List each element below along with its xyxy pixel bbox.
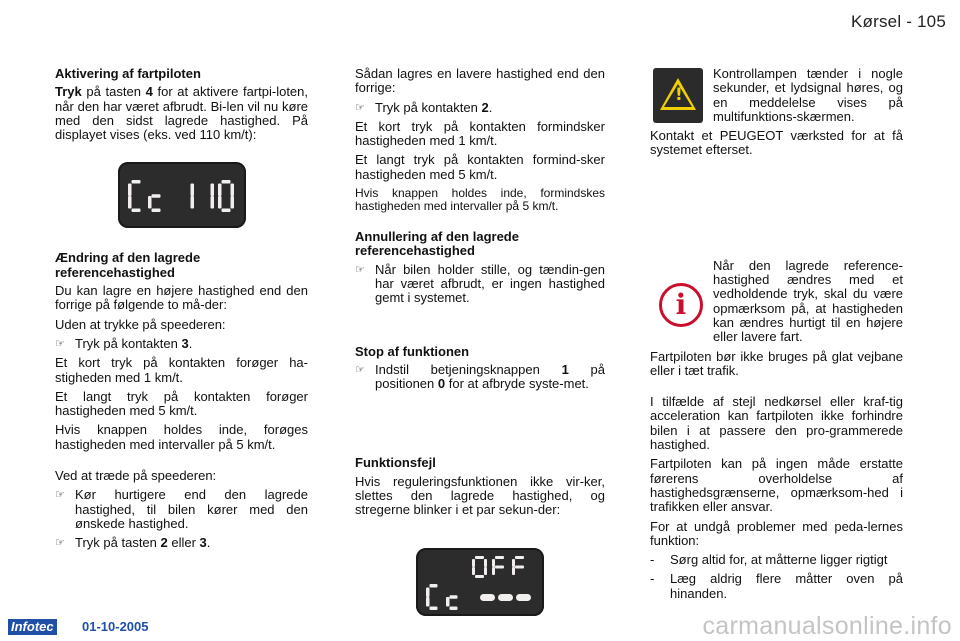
lcd-segment — [475, 575, 484, 578]
lcd-segment — [218, 196, 222, 209]
list-item: ☞ Tryk på kontakten 2. — [355, 99, 493, 115]
lcd-segment — [211, 184, 215, 197]
lcd-dash — [516, 594, 531, 601]
list-item: ☞ Tryk på kontakten 3. — [55, 335, 193, 351]
paragraph: Hvis knappen holdes inde, formindskes hastigheden med intervaller på 5 km/t. — [355, 186, 605, 214]
warning-lamp: ! — [653, 68, 703, 123]
paragraph: Tryk på tasten 4 for at aktivere fartpi-loten, når den har været afbrudt. Bi-len vil nu køre med den sidst lagrede hastighed. På displayet vises (eks. ved 110 km/t): — [55, 84, 308, 143]
lcd-segment — [492, 567, 495, 575]
lcd-dash — [498, 594, 513, 601]
footer-date: 01-10-2005 — [82, 619, 149, 634]
lcd-segment — [495, 566, 504, 569]
lcd-dash — [480, 594, 495, 601]
column-right — [650, 67, 903, 606]
lcd-segment — [231, 196, 235, 209]
lcd-segment — [492, 559, 495, 567]
paragraph: For at undgå problemer med peda-lernes funktion: — [650, 518, 903, 548]
heading-malfunction: Funktionsfejl — [355, 455, 436, 471]
lcd-segment — [515, 556, 524, 559]
lcd-segments — [118, 162, 246, 228]
lcd-segment — [484, 559, 487, 567]
pointing-hand-icon: ☞ — [55, 337, 65, 350]
lcd-display-off — [416, 548, 544, 616]
lcd-segment — [426, 588, 430, 598]
info-icon: i — [659, 283, 703, 327]
lcd-segment — [426, 597, 430, 607]
lcd-segment — [484, 567, 487, 575]
paragraph: Et kort tryk på kontakten forøger ha-stigheden med 1 km/t. — [55, 355, 308, 385]
paragraph-info: Når den lagrede reference-hastighed ændres med et vedholdende tryk, skal du være opmærksom på, at hastigheden kan ændres hurtigt til en højere eller lavere fart. — [713, 257, 903, 345]
pointing-hand-icon: ☞ — [355, 263, 365, 276]
lcd-segment — [512, 559, 515, 567]
page-header: Kørsel - 105 — [851, 12, 946, 31]
paragraph: Ved at træde på speederen: — [55, 468, 217, 484]
heading-activation: Aktivering af fartpiloten — [55, 66, 201, 81]
paragraph: Hvis knappen holdes inde, forøges hastigheden med intervaller på 5 km/t. — [55, 422, 308, 452]
list-item: ☞ Tryk på tasten 2 eller 3. — [55, 535, 211, 551]
list-item: - Læg aldrig flere måtter oven på hinanden. — [650, 571, 903, 601]
lcd-segment — [218, 184, 222, 197]
paragraph: Et kort tryk på kontakten formindsker hastigheden med 1 km/t. — [355, 118, 605, 149]
pointing-hand-icon: ☞ — [55, 537, 65, 550]
column-middle — [355, 67, 605, 523]
heading-change-speed: Ændring af den lagrede referencehastighed — [55, 250, 201, 280]
lcd-segment — [446, 597, 450, 607]
lcd-segment — [430, 607, 438, 611]
lcd-segment — [472, 559, 475, 567]
heading-stop: Stop af funktionen — [355, 343, 470, 359]
lcd-segments — [416, 548, 544, 616]
lcd-segment — [450, 595, 458, 599]
lcd-segment — [128, 196, 132, 209]
list-item: ☞ Kør hurtigere end den lagrede hastighed, til bilen kører med den ønskede hastighed. — [55, 487, 308, 531]
list-item: ☞ Indstil betjeningsknappen 1 på positionen 0 for at afbryde syste-met. — [355, 361, 605, 392]
column-left — [55, 67, 308, 556]
lcd-segment — [191, 184, 195, 197]
paragraph: Et langt tryk på kontakten forøger hastigheden med 5 km/t. — [55, 388, 308, 419]
paragraph: Fartpiloten bør ikke bruges på glat vejbane eller i tæt trafik. — [650, 348, 903, 378]
lcd-segment — [191, 196, 195, 209]
lcd-segment — [222, 209, 231, 213]
lcd-segment — [152, 194, 161, 198]
lcd-segment — [430, 584, 438, 588]
lcd-segment — [450, 607, 458, 611]
pointing-hand-icon: ☞ — [355, 101, 365, 114]
list-item: ☞ Når bilen holder stille, og tændin-gen har været afbrudt, er ingen hastighed gemt i systemet. — [355, 261, 605, 306]
lcd-segment — [472, 567, 475, 575]
list-item: - Sørg altid for, at måtterne ligger rigtigt — [650, 552, 888, 568]
paragraph-warning: Kontrollampen tænder i nogle sekunder, et lydsignal høres, og en meddelelse vises på multifunktions-skærmen. — [713, 66, 903, 124]
paragraph: Sådan lagres en lavere hastighed end den forrige: — [355, 66, 605, 96]
pointing-hand-icon: ☞ — [355, 363, 365, 376]
watermark: carmanualsonline.info — [702, 612, 952, 640]
lcd-segment — [148, 196, 152, 209]
pointing-hand-icon: ☞ — [55, 489, 65, 502]
heading-cancel: Annullering af den lagrede referencehastighed — [355, 229, 519, 259]
lcd-segment — [128, 184, 132, 197]
lcd-segment — [152, 209, 161, 213]
paragraph: Kontakt et PEUGEOT værksted for at få systemet efterset. — [650, 128, 903, 158]
paragraph: Uden at trykke på speederen: — [55, 316, 226, 332]
paragraph: Hvis reguleringsfunktionen ikke vir-ker, slettes den lagrede hastighed, og stregerne blinker i et par sekun-der: — [355, 473, 605, 518]
lcd-segment — [515, 566, 524, 569]
lcd-segment — [495, 556, 504, 559]
lcd-segment — [475, 556, 484, 559]
lcd-segment — [132, 209, 141, 213]
lcd-segment — [222, 180, 231, 184]
lcd-segment — [512, 567, 515, 575]
paragraph: Fartpiloten kan på ingen måde erstatte førerens overholdelse af hastighedsgrænserne, opmærksom-hed i trafikken eller ansvar. — [650, 456, 903, 515]
paragraph: Du kan lagre en højere hastighed end den forrige på følgende to må-der: — [55, 283, 308, 313]
lcd-segment — [231, 184, 235, 197]
paragraph: Et langt tryk på kontakten formind-sker hastigheden med 5 km/t. — [355, 152, 605, 182]
infotec-badge: Infotec — [8, 619, 57, 635]
lcd-display-speed — [118, 162, 246, 228]
lcd-segment — [211, 196, 215, 209]
paragraph: I tilfælde af stejl nedkørsel eller kraf-tig acceleration kan fartpiloten ikke forhindre bilen i at passere den pro-grammerede hastighed. — [650, 394, 903, 453]
lcd-segment — [132, 180, 141, 184]
